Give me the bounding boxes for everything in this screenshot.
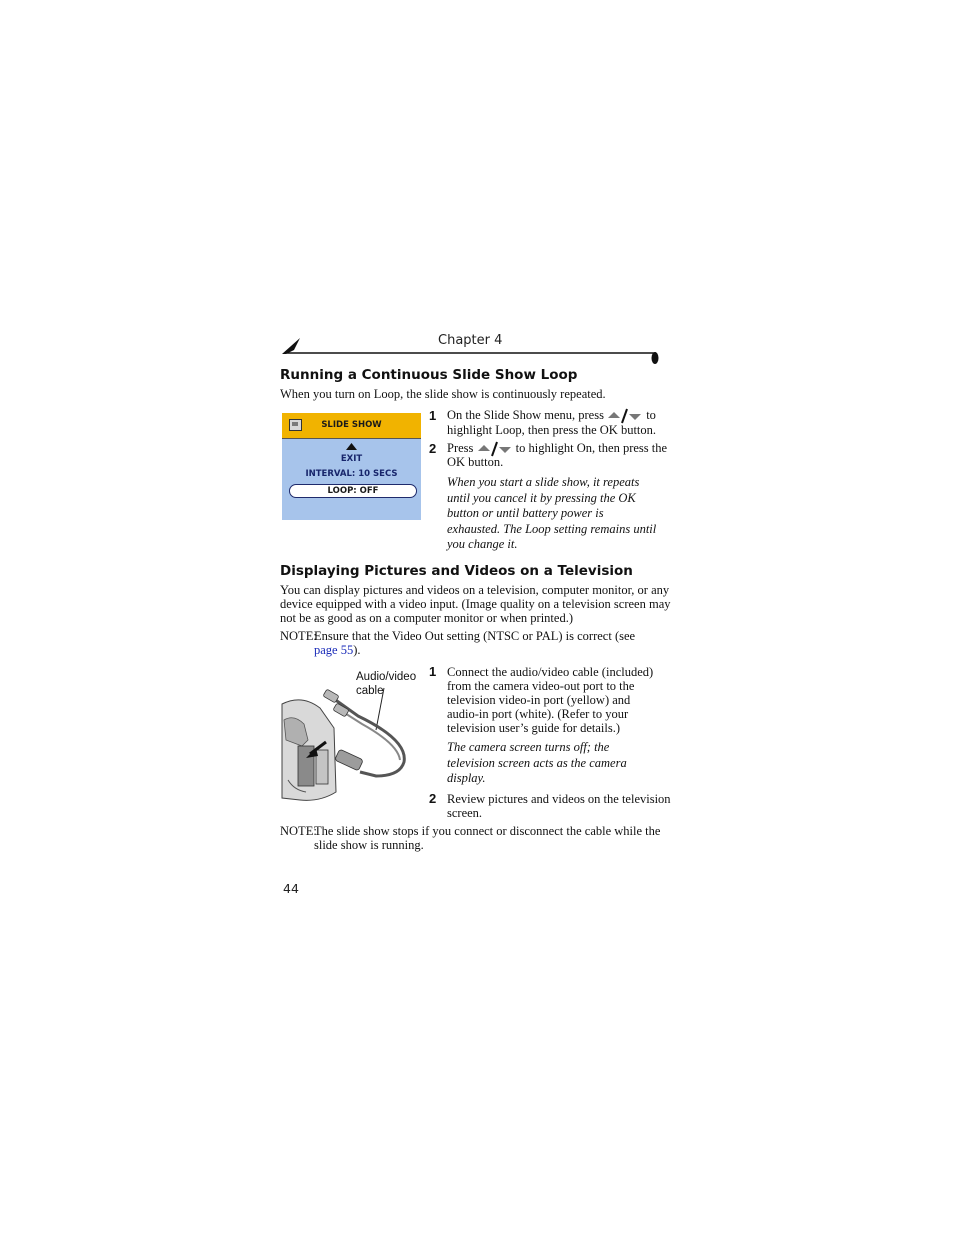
note-line: exhausted. The Loop setting remains until (447, 521, 657, 536)
menu-item-loop-label: LOOP: OFF (327, 486, 379, 496)
step-line: screen. (447, 806, 483, 820)
step-1-line-2: highlight Loop, then press the OK button. (447, 423, 657, 437)
header-rule (280, 334, 662, 370)
step-note (447, 740, 627, 787)
step-1-text (447, 665, 653, 735)
menu-item-interval[interactable]: INTERVAL: 10 SECS (305, 469, 398, 479)
section-intro (280, 583, 671, 625)
figure-label-line: Audio/video (356, 671, 417, 683)
note-line: television screen acts as the camera (447, 755, 627, 770)
section-title-television: Displaying Pictures and Videos on a Television (280, 563, 633, 579)
note-text: Ensure that the Video Out setting (NTSC or PAL) is correct (see (314, 629, 636, 643)
note-line: slide show is running. (314, 838, 424, 852)
note-line: display. (447, 771, 486, 785)
section-title-slideshow-loop: Running a Continuous Slide Show Loop (280, 367, 578, 383)
note-link-line (314, 643, 361, 657)
step-line: television video-in port (yellow) and (447, 693, 631, 707)
intro-line: device equipped with a video input. (Image quality on a television screen may (280, 597, 671, 611)
step-2-line-2: OK button. (447, 455, 504, 469)
loop-note (447, 475, 656, 553)
note-label: NOTE: (280, 824, 317, 838)
page-55-link[interactable]: page 55 (314, 643, 354, 657)
step-number: 1 (429, 664, 437, 679)
intro-line: You can display pictures and videos on a television, computer monitor, or any (280, 583, 670, 597)
screen-title-bar (282, 413, 421, 438)
menu-item-loop[interactable] (289, 484, 417, 498)
camera-cable-illustration (280, 680, 415, 805)
chapter-label: Chapter 4 (438, 333, 503, 348)
step-text: to (646, 408, 656, 422)
step-2-text (447, 792, 671, 820)
screen-divider (282, 438, 421, 439)
step-number: 2 (429, 441, 437, 456)
page-number: 44 (283, 881, 299, 896)
step-line: television user’s guide for details.) (447, 721, 620, 735)
note-text (314, 824, 660, 852)
note-line: When you start a slide show, it repeats (447, 475, 640, 489)
note-line: button or until battery power is (447, 506, 604, 520)
step-line: Connect the audio/video cable (included) (447, 665, 654, 679)
step-number: 2 (429, 791, 437, 806)
step-text: to highlight On, then press the (515, 441, 668, 455)
scroll-up-arrow-icon (346, 443, 357, 450)
step-number: 1 (429, 408, 437, 423)
figure-label-line: cable (356, 685, 384, 697)
screen-title: SLIDE SHOW (321, 420, 382, 430)
step-text: On the Slide Show menu, press (447, 408, 604, 422)
note-line: you change it. (447, 537, 518, 551)
step-line: from the camera video-out port to the (447, 679, 635, 693)
note-line: The camera screen turns off; the (447, 740, 610, 754)
note-line: The slide show stops if you connect or disconnect the cable while the (314, 824, 661, 838)
step-text: Press (447, 441, 474, 455)
intro-line: not be as good as on a computer monitor or when printed.) (280, 611, 573, 625)
note-line: until you cancel it by pressing the OK (447, 490, 636, 505)
step-line: Review pictures and videos on the television (447, 792, 671, 806)
note-tail: ). (353, 643, 361, 657)
step-line: audio-in port (white). (Refer to your (447, 707, 629, 721)
slide-show-screen (282, 413, 421, 520)
note-label: NOTE: (280, 629, 317, 643)
step-1-line-1 (447, 408, 656, 424)
section-intro: When you turn on Loop, the slide show is continuously repeated. (280, 387, 606, 401)
menu-item-exit[interactable]: EXIT (340, 454, 363, 464)
up-down-arrow-icon (607, 408, 643, 424)
